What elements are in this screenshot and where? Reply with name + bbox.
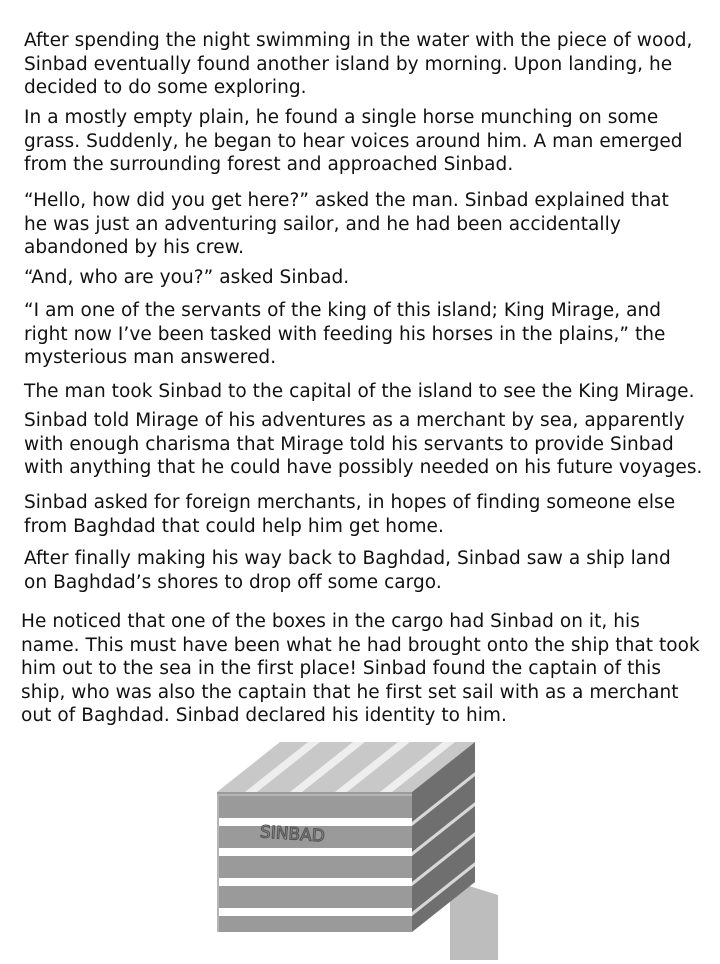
crate-drawing — [200, 730, 520, 960]
paragraph-3: “Hello, how did you get here?” asked the man. Sinbad explained that he was just an adventuring sailor, and he had been accidentally abandoned by his crew. — [24, 190, 669, 258]
paragraph-5: “I am one of the servants of the king of this island; King Mirage, and right now I’ve been tasked with feeding his horses in the plains,” the mysterious man answered. — [24, 300, 666, 368]
crate-illustration — [200, 730, 520, 960]
paragraph-2: In a mostly empty plain, he found a single horse munching on some grass. Suddenly, he began to hear voices around him. A man emerged from the surrounding forest and approached Sinbad. — [24, 107, 683, 175]
paragraph-10: He noticed that one of the boxes in the cargo had Sinbad on it, his name. This must have been what he had brought onto the ship that took him out to the sea in the first place! Sinbad found the captain of this ship, who was also the captain that he first set sail with as a merchant out of Baghdad. Sinbad declared his identity to him. — [21, 611, 700, 726]
paragraph-7: Sinbad told Mirage of his adventures as a merchant by sea, apparently with enough charisma that Mirage told his servants to provide Sinbad with anything that he could have possibly needed on his future voyages. — [24, 410, 703, 478]
paragraph-4: “And, who are you?” asked Sinbad. — [24, 267, 350, 288]
paragraph-6: The man took Sinbad to the capital of the island to see the King Mirage. — [24, 381, 695, 402]
paragraph-8: Sinbad asked for foreign merchants, in hopes of finding someone else from Baghdad that could help him get home. — [24, 492, 676, 537]
paragraph-1: After spending the night swimming in the water with the piece of wood, Sinbad eventually found another island by morning. Upon landing, he decided to do some exploring. — [24, 30, 693, 98]
paragraph-9: After finally making his way back to Baghdad, Sinbad saw a ship land on Baghdad’s shores to drop off some cargo. — [24, 548, 671, 593]
crate-label: SINBAD — [259, 822, 326, 847]
